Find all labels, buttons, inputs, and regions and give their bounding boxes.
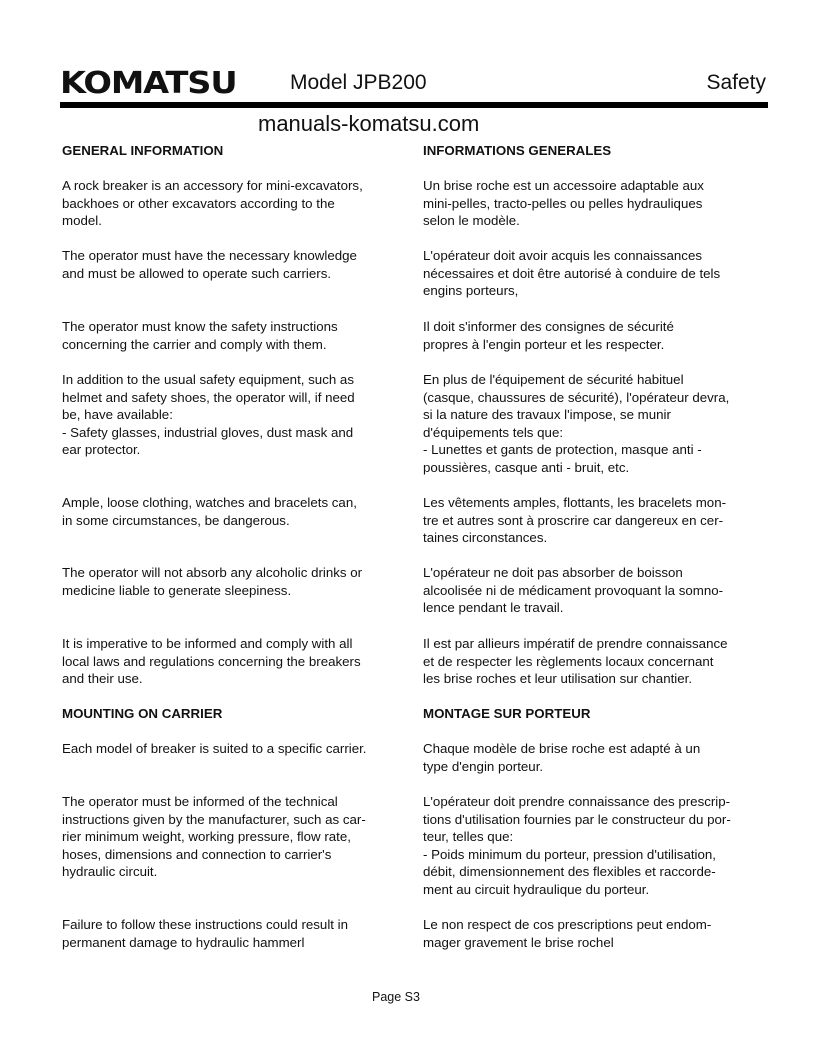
paragraph-fr: L'opérateur ne doit pas absorber de boisson alcoolisée ni de médicament provoquant la somno- lence pendant le travail. [423, 565, 724, 616]
paragraph-en: The operator must have the necessary knowledge and must be allowed to operate such carriers. [62, 248, 357, 281]
model-title: Model JPB200 [290, 71, 427, 94]
paragraph-en: In addition to the usual safety equipment, such as helmet and safety shoes, the operator will, if need be, have available: - Safety glasses, industrial gloves, dust mask and ear protector. [62, 372, 355, 458]
page-number: Page S3 [372, 990, 420, 1004]
komatsu-logo: KOMATSU [60, 66, 237, 101]
paragraph-en: The operator must know the safety instructions concerning the carrier and comply with them. [62, 319, 338, 352]
paragraph-fr: L'opérateur doit prendre connaissance des prescrip- tions d'utilisation fournies par le constructeur du por- teur, telles que: - Poids minimum du porteur, pression d'utilisation, débit, dimensionnement des flexibles et raccorde- ment au circuit hydraulique du porteur. [423, 794, 731, 897]
paragraph-fr: Les vêtements amples, flottants, les bracelets mon- tre et autres sont à proscrire car dangereux en cer- taines circonstances. [423, 495, 727, 546]
paragraph-fr: Le non respect de cos prescriptions peut endom- mager gravement le brise rochel [423, 917, 712, 950]
paragraph-fr: En plus de l'équipement de sécurité habituel (casque, chaussures de sécurité), l'opérateur devra, si la nature des travaux l'impose, se munir d'équipements tels que: - Lunettes et gants de protection, masque anti - poussières, casque anti - bruit, etc. [423, 372, 730, 475]
section-title: Safety [706, 71, 766, 94]
paragraph-en: It is imperative to be informed and comply with all local laws and regulations concerning the breakers and their use. [62, 636, 361, 687]
header-rule [60, 102, 768, 108]
paragraph-fr: Il est par allieurs impératif de prendre connaissance et de respecter les règlements locaux concernant les brise roches et leur utilisation sur chantier. [423, 636, 728, 687]
paragraph-fr: L'opérateur doit avoir acquis les connaissances nécessaires et doit être autorisé à conduire de tels engins porteurs, [423, 248, 721, 299]
heading-general-information: GENERAL INFORMATION [62, 143, 224, 158]
paragraph-en: Failure to follow these instructions could result in permanent damage to hydraulic hammerl [62, 917, 349, 950]
paragraph-fr: Chaque modèle de brise roche est adapté à un type d'engin porteur. [423, 741, 701, 774]
paragraph-en: Ample, loose clothing, watches and bracelets can, in some circumstances, be dangerous. [62, 495, 357, 528]
heading-montage-sur-porteur: MONTAGE SUR PORTEUR [423, 706, 591, 721]
heading-informations-generales: INFORMATIONS GENERALES [423, 143, 612, 158]
watermark: manuals-komatsu.com [258, 111, 480, 136]
paragraph-en: A rock breaker is an accessory for mini-excavators, backhoes or other excavators according to the model. [62, 178, 363, 229]
heading-mounting-on-carrier: MOUNTING ON CARRIER [62, 706, 223, 721]
paragraph-fr: Un brise roche est un accessoire adaptable aux mini-pelles, tracto-pelles ou pelles hydrauliques selon le modèle. [423, 178, 704, 229]
paragraph-en: The operator must be informed of the technical instructions given by the manufacturer, such as car- rier minimum weight, working pressure, flow rate, hoses, dimensions and connection to carrier's hydraulic circuit. [62, 794, 366, 880]
paragraph-en: Each model of breaker is suited to a specific carrier. [62, 741, 367, 756]
paragraph-fr: Il doit s'informer des consignes de sécurité propres à l'engin porteur et les respecter. [423, 319, 674, 352]
paragraph-en: The operator will not absorb any alcoholic drinks or medicine liable to generate sleepiness. [62, 565, 363, 598]
